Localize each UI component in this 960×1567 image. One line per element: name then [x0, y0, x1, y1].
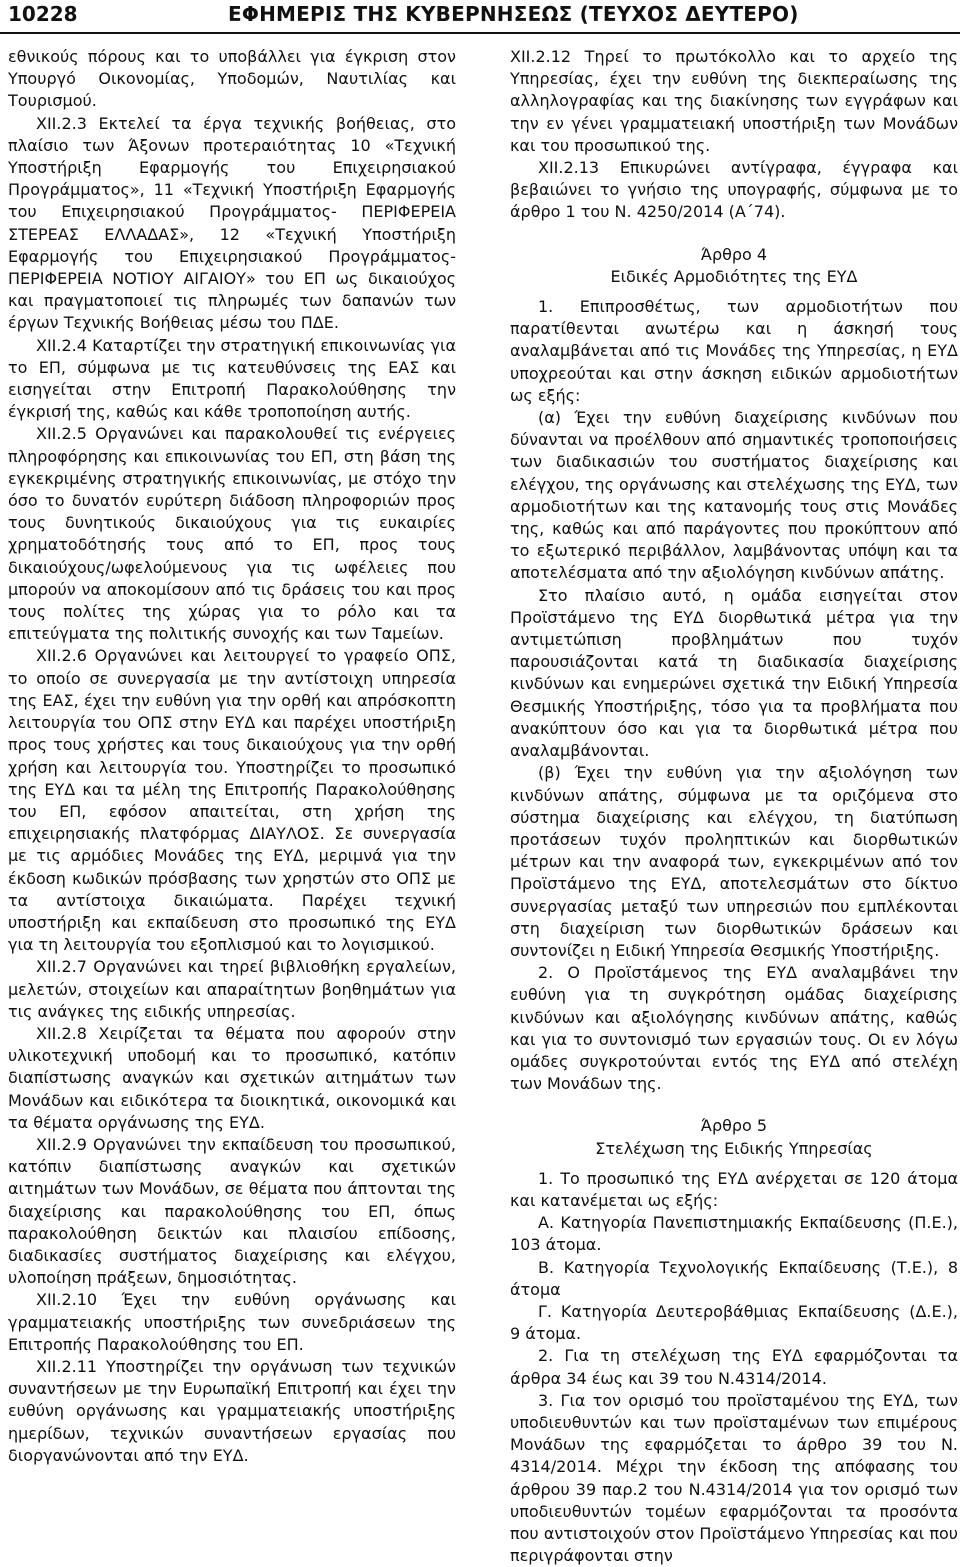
spacer	[510, 1095, 958, 1115]
spacer	[510, 1160, 958, 1168]
right-column	[510, 46, 958, 1567]
paragraph-article-4-a: (α) Έχει την ευθύνη διαχείρισης κινδύνων που δύνανται να προέλθουν από σημαντικές τροποποιήσεις των διαδικασιών του συστήματος διαχείρισης και ελέγχου, της οργάνωσης και στελέχωσης της ΕΥΔ, των αρμοδιοτήτων και της κατανομής τους στις Μονάδες της, καθώς και από παράγοντες που προκύπτουν από το εξωτερικό περιβάλλον, λαμβάνοντας υπόψη και τα αποτελέσματα από την αξιολόγηση κινδύνων απάτης.	[510, 408, 958, 583]
paragraph-xii-2-6: XII.2.6 Οργανώνει και λειτουργεί το γραφείο ΟΠΣ, το οποίο σε συνεργασία με την αντίστοιχη υπηρεσία της ΕΑΣ, έχει την ευθύνη για την ορθή και απρόσκοπτη λειτουργία του ΟΠΣ στην ΕΥΔ και παρέχει υποστήριξη προς τους χρήστες και τους δικαιούχους για την ορθή χρήση και λειτουργία του. Υποστηρίζει το προσωπικό της ΕΥΔ και τα μέλη της Επιτροπής Παρακολούθησης του ΕΠ, εφόσον απαιτείται, στη χρήση της επιχειρησιακής πλατφόρμας ΔΙΑΥΛΟΣ. Σε συνεργασία με τις αρμόδιες Μονάδες της ΕΥΔ, μεριμνά για την έκδοση κωδικών πρόσβασης των χρηστών στο ΟΠΣ με τα αντίστοιχα δικαιώματα. Παρέχει τεχνική υποστήριξη και εκπαίδευση στο προσωπικό της ΕΥΔ για τη λειτουργία του εξοπλισμού και το λογισμικού.	[8, 646, 456, 955]
paragraph-xii-2-7: XII.2.7 Οργανώνει και τηρεί βιβλιοθήκη εργαλείων, μελετών, στοιχείων και απαραίτητων βοηθημάτων για τις ανάγκες της ειδικής υπηρεσίας.	[8, 957, 456, 1021]
paragraph-xii-2-5: XII.2.5 Οργανώνει και παρακολουθεί τις ενέργειες πληροφόρησης και επικοινωνίας του ΕΠ, στη βάση της εγκεκριμένης στρατηγικής επικοινωνίας, με στόχο την όσο το δυνατόν ευρύτερη διάδοση πληροφοριών προς τους δυνητικούς δικαιούχους για τις ευκαιρίες χρηματοδότησής τους από το ΕΠ, προς τους δικαιούχους/ωφελούμενους για τις ωφέλειες που μπορούν να αποκομίσουν από τις δράσεις του και προς τους πολίτες της χώρας για το ρόλο και τα επιτεύγματα της πολιτικής συνοχής και των Ταμείων.	[8, 424, 456, 644]
article-4-subtitle: Ειδικές Αρμοδιότητες της ΕΥΔ	[610, 266, 858, 286]
page-header	[0, 0, 960, 32]
paragraph-xii-2-3: XII.2.3 Εκτελεί τα έργα τεχνικής βοήθειας, στο πλαίσιο των Άξονων προτεραιότητας 10 «Τεχνική Υποστήριξη Εφαρμογής του Επιχειρησιακού Προγράμματος», 11 «Τεχνική Υποστήριξη Εφαρμογής του Επιχειρησιακού Προγράμματος- ΠΕΡΙΦΕΡΕΙΑ ΣΤΕΡΕΑΣ ΕΛΛΑΔΑΣ», 12 «Τεχνική Υποστήριξη Εφαρμογής του Επιχειρησιακού Προγράμματος-ΠΕΡΙΦΕΡΕΙΑ ΝΟΤΙΟΥ ΑΙΓΑΙΟΥ» του ΕΠ ως δικαιούχος και πραγματοποιεί τις πληρωμές των δαπανών των έργων Τεχνικής Βοήθειας μέσω του ΠΔΕ.	[8, 113, 456, 333]
article-4-title: Άρθρο 4	[700, 244, 768, 264]
paragraph-xii-2-12: XII.2.12 Τηρεί το πρωτόκολλο και το αρχείο της Υπηρεσίας, έχει την ευθύνη της διεκπεραίωσης της αλληλογραφίας και της διακίνησης των εγγράφων και την εν γένει γραμματειακή υποστήριξη των Μονάδων και του προσωπικού της.	[510, 47, 958, 155]
article-5-subtitle: Στελέχωση της Ειδικής Υπηρεσίας	[595, 1138, 873, 1158]
paragraph-xii-2-8: XII.2.8 Χειρίζεται τα θέματα που αφορούν στην υλικοτεχνική υποδομή και το προσωπικό, κατόπιν διαπίστωσης αναγκών και σχετικών αιτημάτων των Μονάδων και ειδικότερα τα διοικητικά, οικονομικά και τα θέματα οργάνωσης της ΕΥΔ.	[8, 1023, 456, 1132]
spacer	[510, 224, 958, 244]
paragraph-category-c: Γ. Κατηγορία Δευτεροβάθμιας Εκπαίδευσης (Δ.Ε.), 9 άτομα.	[510, 1301, 958, 1344]
left-column	[8, 46, 456, 1467]
paragraph-xii-2-9: XII.2.9 Οργανώνει την εκπαίδευση του προσωπικού, κατόπιν διαπίστωσης αναγκών και σχετικών αιτημάτων των Μονάδων, σε θέματα που άπτονται της διαχείρισης και παρακολούθησης του ΕΠ, όπως παρακολούθηση δεικτών και πλαισίου επίδοσης, διαδικασίες συστήματος διαχείρισης και ελέγχου, υλοποίηση πράξεων, δημοσιότητας.	[8, 1134, 456, 1288]
paragraph-xii-2-13: XII.2.13 Επικυρώνει αντίγραφα, έγγραφα και βεβαιώνει το γνήσιο της υπογραφής, σύμφωνα με το άρθρο 1 του Ν. 4250/2014 (Α΄74).	[510, 158, 958, 222]
paragraph-category-b: Β. Κατηγορία Τεχνολογικής Εκπαίδευσης (Τ.Ε.), 8 άτομα	[510, 1257, 958, 1299]
spacer	[510, 288, 958, 296]
paragraph-article-4-2: 2. Ο Προϊστάμενος της ΕΥΔ αναλαμβάνει την ευθύνη για τη συγκρότηση ομάδας διαχείρισης κινδύνων και αξιολόγησης κινδύνων απάτης, καθώς και για το συντονισμό των εργασιών τους. Οι εν λόγω ομάδες συγκροτούνται εντός της ΕΥΔ από στελέχη των Μονάδων της.	[510, 963, 958, 1094]
paragraph-article-4-b: (β) Έχει την ευθύνη για την αξιολόγηση των κινδύνων απάτης, σύμφωνα με τα οριζόμενα στο σύστημα διαχείρισης και ελέγχου, τη διατύπωση προτάσεων τυχόν προληπτικών και διορθωτικών μέτρων και την αναφορά των, εγκεκριμένων από τον Προϊστάμενο της ΕΥΔ, αποτελεσμάτων στο δίκτυο συνεργασίας μεταξύ των υπηρεσιών που εμπλέκονται στη διαχείριση των διορθωτικών δράσεων και συντονίζει η Ειδική Υπηρεσία Θεσμικής Υποστήριξης.	[510, 763, 958, 960]
page-number: 10228	[8, 2, 78, 26]
paragraph-category-a: Α. Κατηγορία Πανεπιστημιακής Εκπαίδευσης (Π.Ε.), 103 άτομα.	[510, 1213, 958, 1255]
gazette-title: ΕΦΗΜΕΡΙΣ ΤΗΣ ΚΥΒΕΡΝΗΣΕΩΣ (ΤΕΥΧΟΣ ΔΕΥΤΕΡΟ)	[228, 2, 799, 26]
paragraph-article-4-1: 1. Επιπροσθέτως, των αρμοδιοτήτων που παρατίθενται ανωτέρω και η άσκησή τους αναλαμβάνεται από τις Μονάδες της Υπηρεσίας, η ΕΥΔ υποχρεούται και στην άσκηση ειδικών αρμοδιοτήτων ως εξής:	[510, 297, 958, 405]
paragraph-xii-2-11: XII.2.11 Υποστηρίζει την οργάνωση των τεχνικών συναντήσεων με την Ευρωπαϊκή Επιτροπή και έχει την ευθύνη οργάνωσης και γραμματειακής υποστήριξης ημερίδων, τεχνικών συναντήσεων εργασίας που διοργανώνονται από την ΕΥΔ.	[8, 1356, 456, 1465]
paragraph-article-5-3: 3. Για τον ορισμό του προϊσταμένου της ΕΥΔ, των υποδιευθυντών και των προϊσταμένων των επιμέρους Μονάδων της εφαρμόζεται το άρθρο 39 του Ν. 4314/2014. Μέχρι την έκδοση της απόφασης του άρθρου 39 παρ.2 του Ν.4314/2014 για τον ορισμό των υποδιευθυντών τομέων εφαρμόζονται τα προσόντα που αντιστοιχούν στον Προϊστάμενο Υπηρεσίας και που περιγράφονται στην	[510, 1390, 958, 1566]
header-divider	[0, 32, 960, 34]
article-5-title: Άρθρο 5	[700, 1116, 768, 1136]
paragraph: εθνικούς πόρους και το υποβάλλει για έγκριση στον Υπουργό Οικονομίας, Υποδομών, Ναυτιλίας και Τουρισμού.	[8, 47, 456, 111]
paragraph-xii-2-10: XII.2.10 Έχει την ευθύνη οργάνωσης και γραμματειακής υποστήριξης των συνεδριάσεων της Επιτροπής Παρακολούθησης του ΕΠ.	[8, 1290, 456, 1354]
paragraph-article-5-2: 2. Για τη στελέχωση της ΕΥΔ εφαρμόζονται τα άρθρα 34 έως και 39 του Ν.4314/2014.	[510, 1346, 958, 1388]
paragraph-xii-2-4: XII.2.4 Καταρτίζει την στρατηγική επικοινωνίας για το ΕΠ, σύμφωνα με τις κατευθύνσεις της ΕΑΣ και εισηγείται στην Επιτροπή Παρακολούθησης την έγκρισή της, καθώς και κάθε τροποποίηση αυτής.	[8, 335, 456, 422]
paragraph-article-5-1: 1. Το προσωπικό της ΕΥΔ ανέρχεται σε 120 άτομα και κατανέμεται ως εξής:	[510, 1168, 958, 1210]
paragraph-article-4-context: Στο πλαίσιο αυτό, η ομάδα εισηγείται στον Προϊστάμενο της ΕΥΔ διορθωτικά μέτρα για την αντιμετώπιση προβλημάτων που τυχόν παρουσιάζονται κατά τη διαδικασία διαχείρισης κινδύνων και ενημερώνει σχετικά την Ειδική Υπηρεσία Θεσμικής Υποστήριξης, τόσο για τα προβλήματα που ανακύπτουν όσο και για τα διορθωτικά μέτρα που αναλαμβάνονται.	[510, 585, 958, 761]
